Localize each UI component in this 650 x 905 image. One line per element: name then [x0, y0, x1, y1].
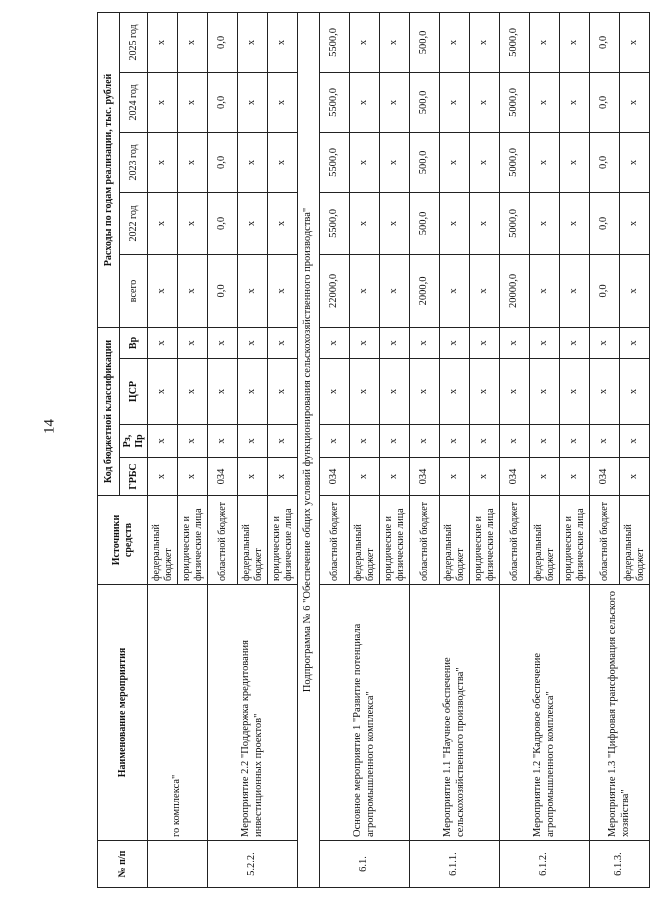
cell-y2024: х	[530, 72, 560, 132]
cell-total: 20000,0	[500, 254, 530, 327]
table-row	[208, 12, 238, 887]
cell-y2023: х	[440, 132, 470, 192]
cell-y2025: 0,0	[590, 12, 620, 72]
table-row	[410, 12, 440, 887]
cell-y2024: х	[470, 72, 500, 132]
cell-activity-name: Мероприятие 1.3 "Цифровая трансформация сельского хозяйства"	[590, 585, 650, 841]
cell-activity-name: Основное мероприятие 1 "Развитие потенциала агропромышленного комплекса"	[320, 585, 410, 841]
cell-source: юридические и физические лица	[380, 496, 410, 585]
cell-source: федеральный бюджет	[620, 496, 650, 585]
cell-csr: х	[440, 359, 470, 425]
cell-rz: х	[530, 425, 560, 458]
cell-y2023: х	[178, 132, 208, 192]
cell-y2022: х	[350, 192, 380, 254]
cell-csr: х	[500, 359, 530, 425]
cell-grbs: 034	[500, 458, 530, 496]
table-row	[590, 12, 620, 887]
cell-y2022: х	[440, 192, 470, 254]
cell-csr: х	[148, 359, 178, 425]
cell-y2025: х	[350, 12, 380, 72]
cell-vr: х	[178, 327, 208, 358]
cell-y2022: 5000,0	[500, 192, 530, 254]
cell-vr: х	[148, 327, 178, 358]
cell-vr: х	[470, 327, 500, 358]
cell-grbs: х	[440, 458, 470, 496]
cell-source: областной бюджет	[500, 496, 530, 585]
cell-grbs: х	[350, 458, 380, 496]
cell-y2023: 5500,0	[320, 132, 350, 192]
header-2024: 2024 год	[120, 72, 148, 132]
cell-y2024: х	[560, 72, 590, 132]
cell-y2022: х	[620, 192, 650, 254]
cell-rz: х	[148, 425, 178, 458]
cell-total: х	[470, 254, 500, 327]
cell-y2023: 5000,0	[500, 132, 530, 192]
cell-grbs: х	[560, 458, 590, 496]
cell-y2025: х	[238, 12, 268, 72]
cell-vr: х	[440, 327, 470, 358]
cell-y2024: х	[148, 72, 178, 132]
cell-vr: х	[530, 327, 560, 358]
cell-vr: х	[410, 327, 440, 358]
cell-y2023: 0,0	[590, 132, 620, 192]
cell-y2023: х	[470, 132, 500, 192]
cell-grbs: х	[238, 458, 268, 496]
cell-num: 6.1.3.	[590, 841, 650, 888]
cell-vr: х	[350, 327, 380, 358]
cell-rz: х	[500, 425, 530, 458]
cell-y2022: х	[380, 192, 410, 254]
cell-rz: х	[320, 425, 350, 458]
cell-num: 6.1.2.	[500, 841, 590, 888]
table-row	[500, 12, 530, 887]
cell-y2023: 0,0	[208, 132, 238, 192]
header-2023: 2023 год	[120, 132, 148, 192]
cell-grbs: х	[470, 458, 500, 496]
cell-csr: х	[590, 359, 620, 425]
cell-source: областной бюджет	[320, 496, 350, 585]
table-body	[148, 12, 650, 887]
cell-y2024: 0,0	[590, 72, 620, 132]
header-csr: ЦСР	[120, 359, 148, 425]
cell-y2024: 5000,0	[500, 72, 530, 132]
cell-num: 6.1.1.	[410, 841, 500, 888]
cell-y2023: 500,0	[410, 132, 440, 192]
cell-y2023: х	[560, 132, 590, 192]
cell-rz: х	[268, 425, 298, 458]
cell-total: х	[148, 254, 178, 327]
cell-activity-name: Мероприятие 1.1 "Научное обеспечение сельскохозяйственного производства"	[410, 585, 500, 841]
cell-total: 0,0	[208, 254, 238, 327]
cell-source: федеральный бюджет	[238, 496, 268, 585]
cell-total: х	[440, 254, 470, 327]
cell-y2022: х	[560, 192, 590, 254]
header-2025: 2025 год	[120, 12, 148, 72]
cell-csr: х	[620, 359, 650, 425]
cell-csr: х	[178, 359, 208, 425]
cell-y2023: х	[350, 132, 380, 192]
cell-vr: х	[590, 327, 620, 358]
cell-grbs: х	[620, 458, 650, 496]
cell-csr: х	[380, 359, 410, 425]
cell-csr: х	[350, 359, 380, 425]
cell-source: юридические и физические лица	[268, 496, 298, 585]
cell-total: х	[350, 254, 380, 327]
cell-y2022: х	[148, 192, 178, 254]
cell-grbs: х	[178, 458, 208, 496]
cell-total: х	[560, 254, 590, 327]
cell-rz: х	[178, 425, 208, 458]
cell-y2025: 0,0	[208, 12, 238, 72]
subprogram-row	[298, 12, 320, 887]
cell-total: 2000,0	[410, 254, 440, 327]
cell-total: х	[380, 254, 410, 327]
cell-y2022: х	[238, 192, 268, 254]
cell-csr: х	[530, 359, 560, 425]
cell-grbs: 034	[208, 458, 238, 496]
cell-y2023: х	[148, 132, 178, 192]
header-num: № п/п	[98, 841, 148, 888]
cell-source: федеральный бюджет	[350, 496, 380, 585]
cell-grbs: х	[268, 458, 298, 496]
cell-activity-name: Мероприятие 2.2 "Поддержка кредитования инвестиционных проектов"	[208, 585, 298, 841]
cell-y2024: х	[380, 72, 410, 132]
cell-y2022: х	[470, 192, 500, 254]
cell-y2024: х	[350, 72, 380, 132]
cell-y2025: х	[530, 12, 560, 72]
cell-y2025: х	[380, 12, 410, 72]
cell-y2025: х	[470, 12, 500, 72]
cell-vr: х	[238, 327, 268, 358]
cell-activity-name: го комплекса"	[148, 585, 208, 841]
cell-rz: х	[440, 425, 470, 458]
cell-y2025: х	[440, 12, 470, 72]
header-name: Наименование мероприятия	[98, 585, 148, 841]
cell-rz: х	[208, 425, 238, 458]
cell-y2025: 5500,0	[320, 12, 350, 72]
cell-y2024: х	[238, 72, 268, 132]
cell-csr: х	[320, 359, 350, 425]
cell-rz: х	[590, 425, 620, 458]
cell-grbs: 034	[590, 458, 620, 496]
header-budget-code: Код бюджетной классификации	[98, 327, 120, 495]
header-expenses: Расходы по годам реализации, тыс. рублей	[98, 12, 120, 327]
cell-rz: х	[470, 425, 500, 458]
cell-csr: х	[470, 359, 500, 425]
cell-y2025: х	[178, 12, 208, 72]
cell-grbs: х	[530, 458, 560, 496]
cell-y2024: х	[440, 72, 470, 132]
cell-rz: х	[410, 425, 440, 458]
cell-source: федеральный бюджет	[148, 496, 178, 585]
cell-num: 6.1.	[320, 841, 410, 888]
cell-y2023: х	[238, 132, 268, 192]
cell-vr: х	[320, 327, 350, 358]
cell-grbs: х	[380, 458, 410, 496]
cell-total: х	[238, 254, 268, 327]
cell-vr: х	[560, 327, 590, 358]
cell-y2023: х	[620, 132, 650, 192]
header-vr: Вр	[120, 327, 148, 358]
cell-y2024: 5500,0	[320, 72, 350, 132]
budget-table-rotated	[97, 13, 645, 888]
cell-y2023: х	[530, 132, 560, 192]
cell-num	[148, 841, 208, 888]
cell-vr: х	[620, 327, 650, 358]
cell-y2022: х	[178, 192, 208, 254]
cell-y2025: х	[148, 12, 178, 72]
cell-y2022: 500,0	[410, 192, 440, 254]
cell-y2025: 500,0	[410, 12, 440, 72]
cell-source: областной бюджет	[590, 496, 620, 585]
page-number: 14	[41, 419, 58, 434]
cell-csr: х	[208, 359, 238, 425]
cell-source: юридические и физические лица	[470, 496, 500, 585]
cell-y2023: х	[268, 132, 298, 192]
cell-csr: х	[410, 359, 440, 425]
cell-y2022: 5500,0	[320, 192, 350, 254]
cell-total: 0,0	[590, 254, 620, 327]
header-rzpr: Рз, Пр	[120, 425, 148, 458]
cell-vr: х	[208, 327, 238, 358]
cell-y2022: х	[530, 192, 560, 254]
cell-grbs: х	[148, 458, 178, 496]
cell-rz: х	[238, 425, 268, 458]
cell-y2022: 0,0	[590, 192, 620, 254]
cell-vr: х	[268, 327, 298, 358]
cell-y2025: х	[268, 12, 298, 72]
cell-rz: х	[350, 425, 380, 458]
cell-total: х	[530, 254, 560, 327]
cell-y2024: х	[268, 72, 298, 132]
cell-rz: х	[380, 425, 410, 458]
budget-table	[97, 12, 650, 888]
cell-y2024: 500,0	[410, 72, 440, 132]
cell-y2025: х	[560, 12, 590, 72]
cell-y2024: 0,0	[208, 72, 238, 132]
cell-y2024: х	[620, 72, 650, 132]
cell-vr: х	[500, 327, 530, 358]
cell-y2024: х	[178, 72, 208, 132]
header-total: всего	[120, 254, 148, 327]
cell-rz: х	[620, 425, 650, 458]
cell-total: х	[268, 254, 298, 327]
cell-source: областной бюджет	[410, 496, 440, 585]
header-grbs: ГРБС	[120, 458, 148, 496]
cell-y2025: 5000,0	[500, 12, 530, 72]
cell-y2022: 0,0	[208, 192, 238, 254]
cell-y2022: х	[268, 192, 298, 254]
cell-vr: х	[380, 327, 410, 358]
cell-csr: х	[268, 359, 298, 425]
cell-source: федеральный бюджет	[530, 496, 560, 585]
cell-activity-name: Мероприятие 1.2 "Кадровое обеспечение агропромышленного комплекса"	[500, 585, 590, 841]
cell-total: 22000,0	[320, 254, 350, 327]
cell-total: х	[620, 254, 650, 327]
header-2022: 2022 год	[120, 192, 148, 254]
table-row	[320, 12, 350, 887]
cell-total: х	[178, 254, 208, 327]
subprogram-title: Подпрограмма № 6 "Обеспечение общих условий функционирования сельскохозяйственного производства"	[298, 12, 320, 887]
cell-y2023: х	[380, 132, 410, 192]
cell-csr: х	[560, 359, 590, 425]
cell-source: областной бюджет	[208, 496, 238, 585]
cell-num: 5.2.2.	[208, 841, 298, 888]
cell-rz: х	[560, 425, 590, 458]
cell-source: юридические и физические лица	[560, 496, 590, 585]
header-source: Источники средств	[98, 496, 148, 585]
cell-grbs: 034	[410, 458, 440, 496]
table-row	[148, 12, 178, 887]
cell-grbs: 034	[320, 458, 350, 496]
header-row-1	[98, 12, 120, 887]
cell-y2025: х	[620, 12, 650, 72]
cell-source: юридические и физические лица	[178, 496, 208, 585]
cell-source: федеральный бюджет	[440, 496, 470, 585]
cell-csr: х	[238, 359, 268, 425]
